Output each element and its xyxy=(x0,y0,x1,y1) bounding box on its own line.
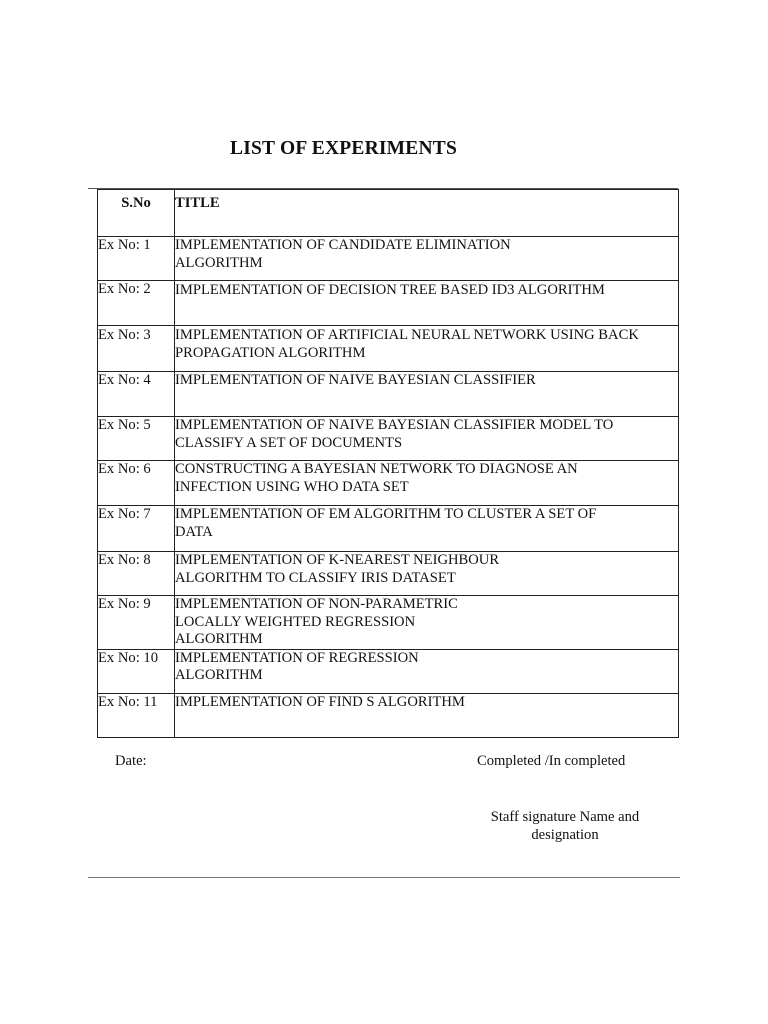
table-row xyxy=(98,281,679,326)
table-row xyxy=(98,417,679,461)
row-sno: Ex No: 9 xyxy=(98,596,175,650)
row-title: IMPLEMENTATION OF NAIVE BAYESIAN CLASSIFIER MODEL TO CLASSIFY A SET OF DOCUMENTS xyxy=(175,417,679,461)
row-title xyxy=(175,596,679,650)
row-title-text: IMPLEMENTATION OF REGRESSION ALGORITHM xyxy=(175,649,419,683)
header-title: TITLE xyxy=(175,190,679,237)
row-sno: Ex No: 8 xyxy=(98,552,175,596)
completion-status-label: Completed /In completed xyxy=(477,753,626,769)
row-title-text: IMPLEMENTATION OF EM ALGORITHM TO CLUSTER A SET OF DATA xyxy=(175,506,597,540)
row-title-text: IMPLEMENTATION OF ARTIFICIAL NEURAL NETWORK USING BACK PROPAGATION ALGORITHM xyxy=(175,327,639,361)
row-sno: Ex No: 6 xyxy=(98,461,175,506)
table-row xyxy=(98,237,679,281)
row-title xyxy=(175,506,679,552)
row-sno: Ex No: 10 xyxy=(98,649,175,693)
page-title: LIST OF EXPERIMENTS xyxy=(230,138,458,159)
row-title-text: IMPLEMENTATION OF DECISION TREE BASED ID3 ALGORITHM xyxy=(175,282,605,298)
row-title xyxy=(175,237,679,281)
row-sno: Ex No: 4 xyxy=(98,372,175,417)
row-title xyxy=(175,326,679,372)
row-title-text: IMPLEMENTATION OF K-NEAREST NEIGHBOUR ALGORITHM TO CLASSIFY IRIS DATASET xyxy=(175,552,500,586)
bottom-divider xyxy=(88,877,680,878)
table-row xyxy=(98,596,679,650)
row-title-text: CONSTRUCTING A BAYESIAN NETWORK TO DIAGNOSE AN INFECTION USING WHO DATA SET xyxy=(175,461,578,495)
table-row xyxy=(98,649,679,693)
row-sno-text: Ex No: 3 xyxy=(98,327,151,343)
row-title-text: IMPLEMENTATION OF NON-PARAMETRIC LOCALLY WEIGHTED REGRESSION ALGORITHM xyxy=(175,596,458,647)
row-sno: Ex No: 2 xyxy=(98,281,175,326)
row-title-text: IMPLEMENTATION OF CANDIDATE ELIMINATION ALGORITHM xyxy=(175,237,511,271)
row-title xyxy=(175,281,679,326)
row-title xyxy=(175,461,679,506)
table-row xyxy=(98,461,679,506)
row-title xyxy=(175,552,679,596)
row-sno xyxy=(98,326,175,372)
row-sno: Ex No: 11 xyxy=(98,693,175,737)
date-label: Date: xyxy=(115,753,147,769)
table-row xyxy=(98,372,679,417)
table-row xyxy=(98,506,679,552)
row-title: IMPLEMENTATION OF FIND S ALGORITHM xyxy=(175,693,679,737)
table-header-row xyxy=(98,190,679,237)
table-row xyxy=(98,552,679,596)
row-sno: Ex No: 5 xyxy=(98,417,175,461)
experiments-table xyxy=(97,189,679,738)
row-sno: Ex No: 7 xyxy=(98,506,175,552)
row-title: IMPLEMENTATION OF NAIVE BAYESIAN CLASSIFIER xyxy=(175,372,679,417)
staff-signature-label: Staff signature Name and designation xyxy=(490,809,640,843)
table-row xyxy=(98,693,679,737)
row-title xyxy=(175,649,679,693)
header-sno: S.No xyxy=(98,190,175,237)
row-sno: Ex No: 1 xyxy=(98,237,175,281)
table-row xyxy=(98,326,679,372)
